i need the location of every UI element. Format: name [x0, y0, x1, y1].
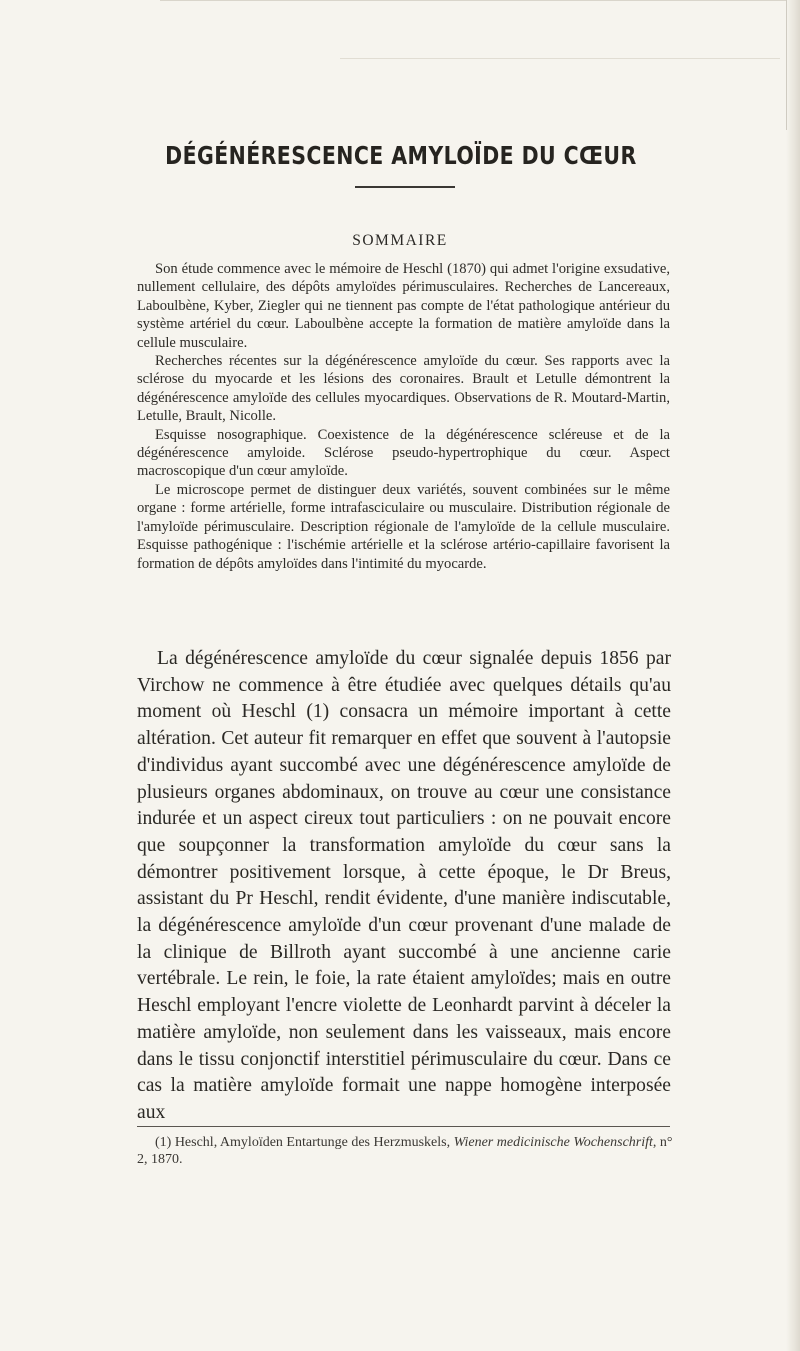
summary-block [137, 260, 670, 573]
footnote-text: (1) Heschl, Amyloïden Entartunge des Herzmuskels, [155, 1135, 451, 1150]
page-edge-top-shadow [340, 58, 780, 59]
page-title: DÉGÉNÉRESCENCE AMYLOÏDE DU CŒUR [165, 141, 637, 170]
body-paragraph: La dégénérescence amyloïde du cœur signalée depuis 1856 par Virchow ne commence à être étudiée avec quelques détails qu'au moment où Heschl (1) consacra un mémoire important à cette altération. Cet auteur fit remarquer en effet que souvent à l'autopsie d'individus ayant succombé avec une dégénérescence amyloïde de plusieurs organes abdominaux, on trouve au cœur une consistance indurée et un aspect cireux tout particuliers : on ne pouvait encore que soupçonner la transformation amyloïde du cœur sans la démontrer positivement lorsque, à cette époque, le Dr Breus, assistant du Pr Heschl, rendit évidente, d'une manière indiscutable, la dégénérescence amyloïde d'un cœur provenant d'une malade de la clinique de Billroth ayant succombé à une ancienne carie vertébrale. Le rein, le foie, la rate étaient amyloïdes; mais en outre Heschl employant l'encre violette de Leonhardt parvint à déceler la matière amyloïde, non seulement dans les vaisseaux, mais encore dans le tissu conjonctif interstitiel périmusculaire du cœur. Dans ce cas la matière amyloïde formait une nappe homogène interposée aux [137, 648, 671, 1123]
footnote-journal: Wiener medicinische Wochenschrift [453, 1135, 653, 1150]
summary-heading: SOMMAIRE [352, 232, 448, 249]
summary-paragraph: Esquisse nosographique. Coexistence de la dégénérescence scléreuse et de la dégénérescence amyloide. Sclérose pseudo-hypertrophique du cœur. Aspect macroscopique d'un cœur amyloïde. [137, 426, 670, 480]
title-rule [355, 186, 455, 188]
footnote-ref: , n° 2, 1870. [137, 1135, 673, 1167]
summary-paragraph: Le microscope permet de distinguer deux variétés, souvent combinées sur le même organe : forme artérielle, forme intrafasciculaire ou musculaire. Distribution régionale de l'amyloïde périmusculaire. Description régionale de l'amyloïde de la cellule musculaire. Esquisse pathogénique : l'ischémie artérielle et la sclérose artério-capillaire favorisent la formation de dépôts amyloïdes dans l'intimité du myocarde. [137, 481, 670, 572]
footnote-rule [137, 1126, 670, 1127]
main-text [137, 646, 671, 1127]
page-edge-top [160, 0, 800, 1]
page-edge-right-line [786, 0, 787, 130]
footnote [137, 1134, 677, 1168]
summary-paragraph: Recherches récentes sur la dégénérescence amyloïde du cœur. Ses rapports avec la sclérose du myocarde et les lésions des coronaires. Brault et Letulle démontrent la dégénérescence amyloïde des cellules myocardiques. Observations de R. Moutard-Martin, Letulle, Brault, Nicolle. [137, 353, 670, 425]
summary-paragraph: Son étude commence avec le mémoire de Heschl (1870) qui admet l'origine exsudative, nullement cellulaire, des dépôts amyloïdes périmusculaires. Recherches de Lancereaux, Laboulbène, Kyber, Ziegler qui ne tiennent pas compte de l'état pathologique antérieur du système artériel du cœur. Laboulbène accepte la formation de matière amyloïde dans la cellule musculaire. [137, 261, 670, 351]
page-edge-right [786, 0, 800, 1351]
